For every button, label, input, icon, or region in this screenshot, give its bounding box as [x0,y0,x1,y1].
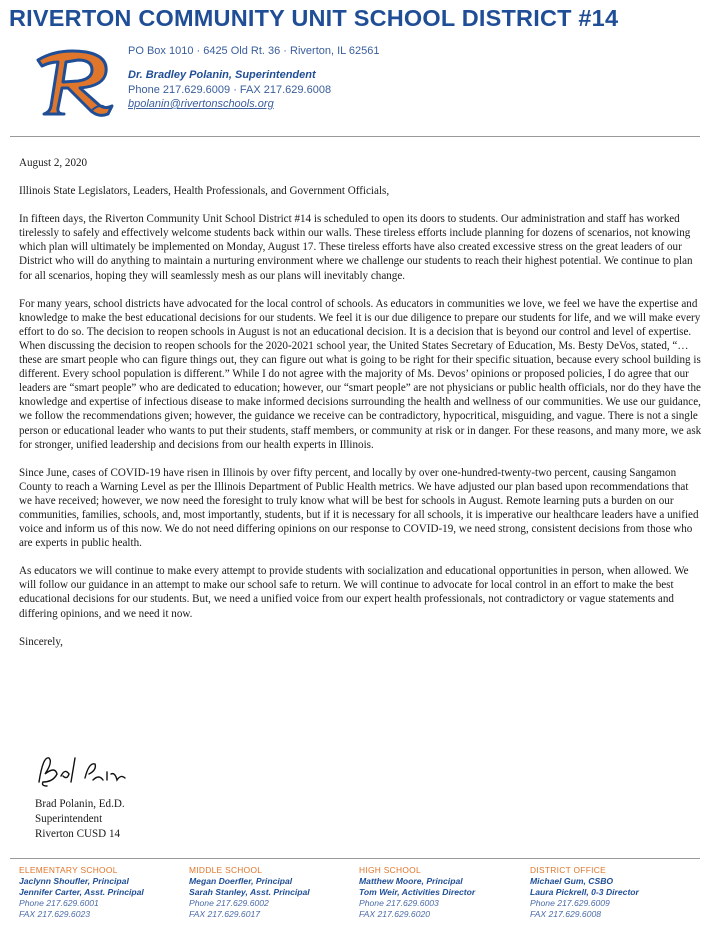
letter-paragraph: As educators we will continue to make every attempt to provide students with socialization and educational opportunities in person, when allowed. We will follow our guidance in an attempt to make our school safe to return. We will continue to advocate for local control in an effort to make the best educational decisions for our students. But, we need a unified voice from our expert health professionals, not contradictory or vague statements and differing opinions, and we need it now. [19,565,689,620]
district-phone-fax: Phone 217.629.6009 · FAX 217.629.6008 [128,84,332,96]
footer-contact: Jaclynn Shoufler, Principal [19,876,129,886]
letter-paragraph: For many years, school districts have advocated for the local control of schools. As educators in communities we love, we feel we have the expertise and knowledge to make the best educational decisions for our students. We feel it is our due diligence to prepare our students for life, and we will make every effort to do so. The decision to reopen schools in August is not an educational decision. It is a decision that is beyond our control and level of expertise. When discussing the decision to reopen schools for the 2020-2021 school year, the United States Secretary of Education, Ms. Besty DeVos, stated, “…these are smart people who can figure things out, they can figure out what is going to be right for their specific situation, because every school building is different. Every school population is different.” While I do not agree with the majority of Ms. Devos’ opinions or proposed policies, I do agree that our leaders are “smart people” who are dedicated to education; however, our “smart people” are not physicians or public health officials, nor do they have the knowledge and expertise of infectious disease to make informed decisions surrounding the health and wellness of our communities. We use our guidance, we follow the recommendations given; however, the guidance we receive can be contradictory, hypocritical, misguiding, and vague. There is not a single person or educational leader who wants to put their students, staff members, or community at risk or in danger. For these reasons, and many more, we ask for stronger, unified leadership and decisions from our health experts in Illinois. [19,297,702,451]
footer-fax: FAX 217.629.6023 [19,909,91,919]
footer-phone: Phone 217.629.6009 [530,898,610,908]
footer-phone: Phone 217.629.6001 [19,898,99,908]
letter-date: August 2, 2020 [19,157,88,169]
footer-heading: ELEMENTARY SCHOOL [19,865,118,875]
footer-contact: Laura Pickrell, 0-3 Director [530,887,639,897]
district-title: RIVERTON COMMUNITY UNIT SCHOOL DISTRICT #14 [9,5,619,31]
footer-column-district-office [530,865,639,920]
riverton-r-logo-icon [28,42,118,120]
footer-contact: Sarah Stanley, Asst. Principal [189,887,310,897]
signer-title: Superintendent [35,813,103,825]
footer-heading: HIGH SCHOOL [359,865,421,875]
footer-column-elementary [19,865,144,920]
footer-contact: Megan Doerfler, Principal [189,876,293,886]
handwritten-signature-icon [33,752,133,792]
letter-paragraph: Since June, cases of COVID-19 have risen in Illinois by over fifty percent, and locally by over one-hundred-twenty-two percent, causing Sangamon County to reach a Warning Level as per the Illinois Department of Public Health metrics. We have adjusted our plan based upon recommendations that we have received; however, we now need the foresight to truly know what will be best for schools in August. Remote learning puts a burden on our communities, families, schools, and, most importantly, students, but if it is necessary for all schools, it is imperative our healthcare leaders have a unified voice and inform us of this now. We do not need differing opinions on our response to COVID-19, we need strong, consistent decisions from those who are experts in public health. [19,466,699,550]
footer-contact: Michael Gum, CSBO [530,876,614,886]
footer-heading: MIDDLE SCHOOL [189,865,263,875]
footer-heading: DISTRICT OFFICE [530,865,606,875]
signer-organization: Riverton CUSD 14 [35,828,121,840]
letter-closing: Sincerely, [19,635,63,648]
footer-phone: Phone 217.629.6003 [359,898,439,908]
district-address: PO Box 1010 · 6425 Old Rt. 36 · Riverton, IL 62561 [128,45,380,57]
footer-contact: Tom Weir, Activities Director [359,887,476,897]
footer-fax: FAX 217.629.6008 [530,909,602,919]
header-divider [10,136,700,137]
footer-fax: FAX 217.629.6020 [359,909,431,919]
letter-paragraph: In fifteen days, the Riverton Community Unit School District #14 is scheduled to open its doors to students. Our administration and staff has worked tirelessly to safely and effectively welcome students back within our walls. These tireless efforts include planning for dozens of scenarios, not knowing which plan will ultimately be implemented on Monday, August 17. These tireless efforts have also created excessive stress on the great leaders of our District who will do anything to maintain a nurturing environment where we challenge our students to reach their highest potential. We continue to plan for all scenarios, hoping they will seamlessly mesh as our plans will inevitably change. [19,213,693,282]
footer-column-middle [189,865,310,920]
signer-block [35,797,125,842]
letter-salutation: Illinois State Legislators, Leaders, Health Professionals, and Government Officials, [19,185,390,198]
footer-contact: Jennifer Carter, Asst. Principal [19,887,144,897]
letter-body [19,156,703,663]
footer-phone: Phone 217.629.6002 [189,898,269,908]
signer-name: Brad Polanin, Ed.D. [35,798,125,810]
footer-column-high [359,865,475,920]
superintendent-email-link[interactable]: bpolanin@rivertonschools.org [128,98,274,110]
footer-contact: Matthew Moore, Principal [359,876,463,886]
superintendent-name: Dr. Bradley Polanin, Superintendent [128,69,316,81]
footer-fax: FAX 217.629.6017 [189,909,261,919]
footer-divider [10,858,700,859]
